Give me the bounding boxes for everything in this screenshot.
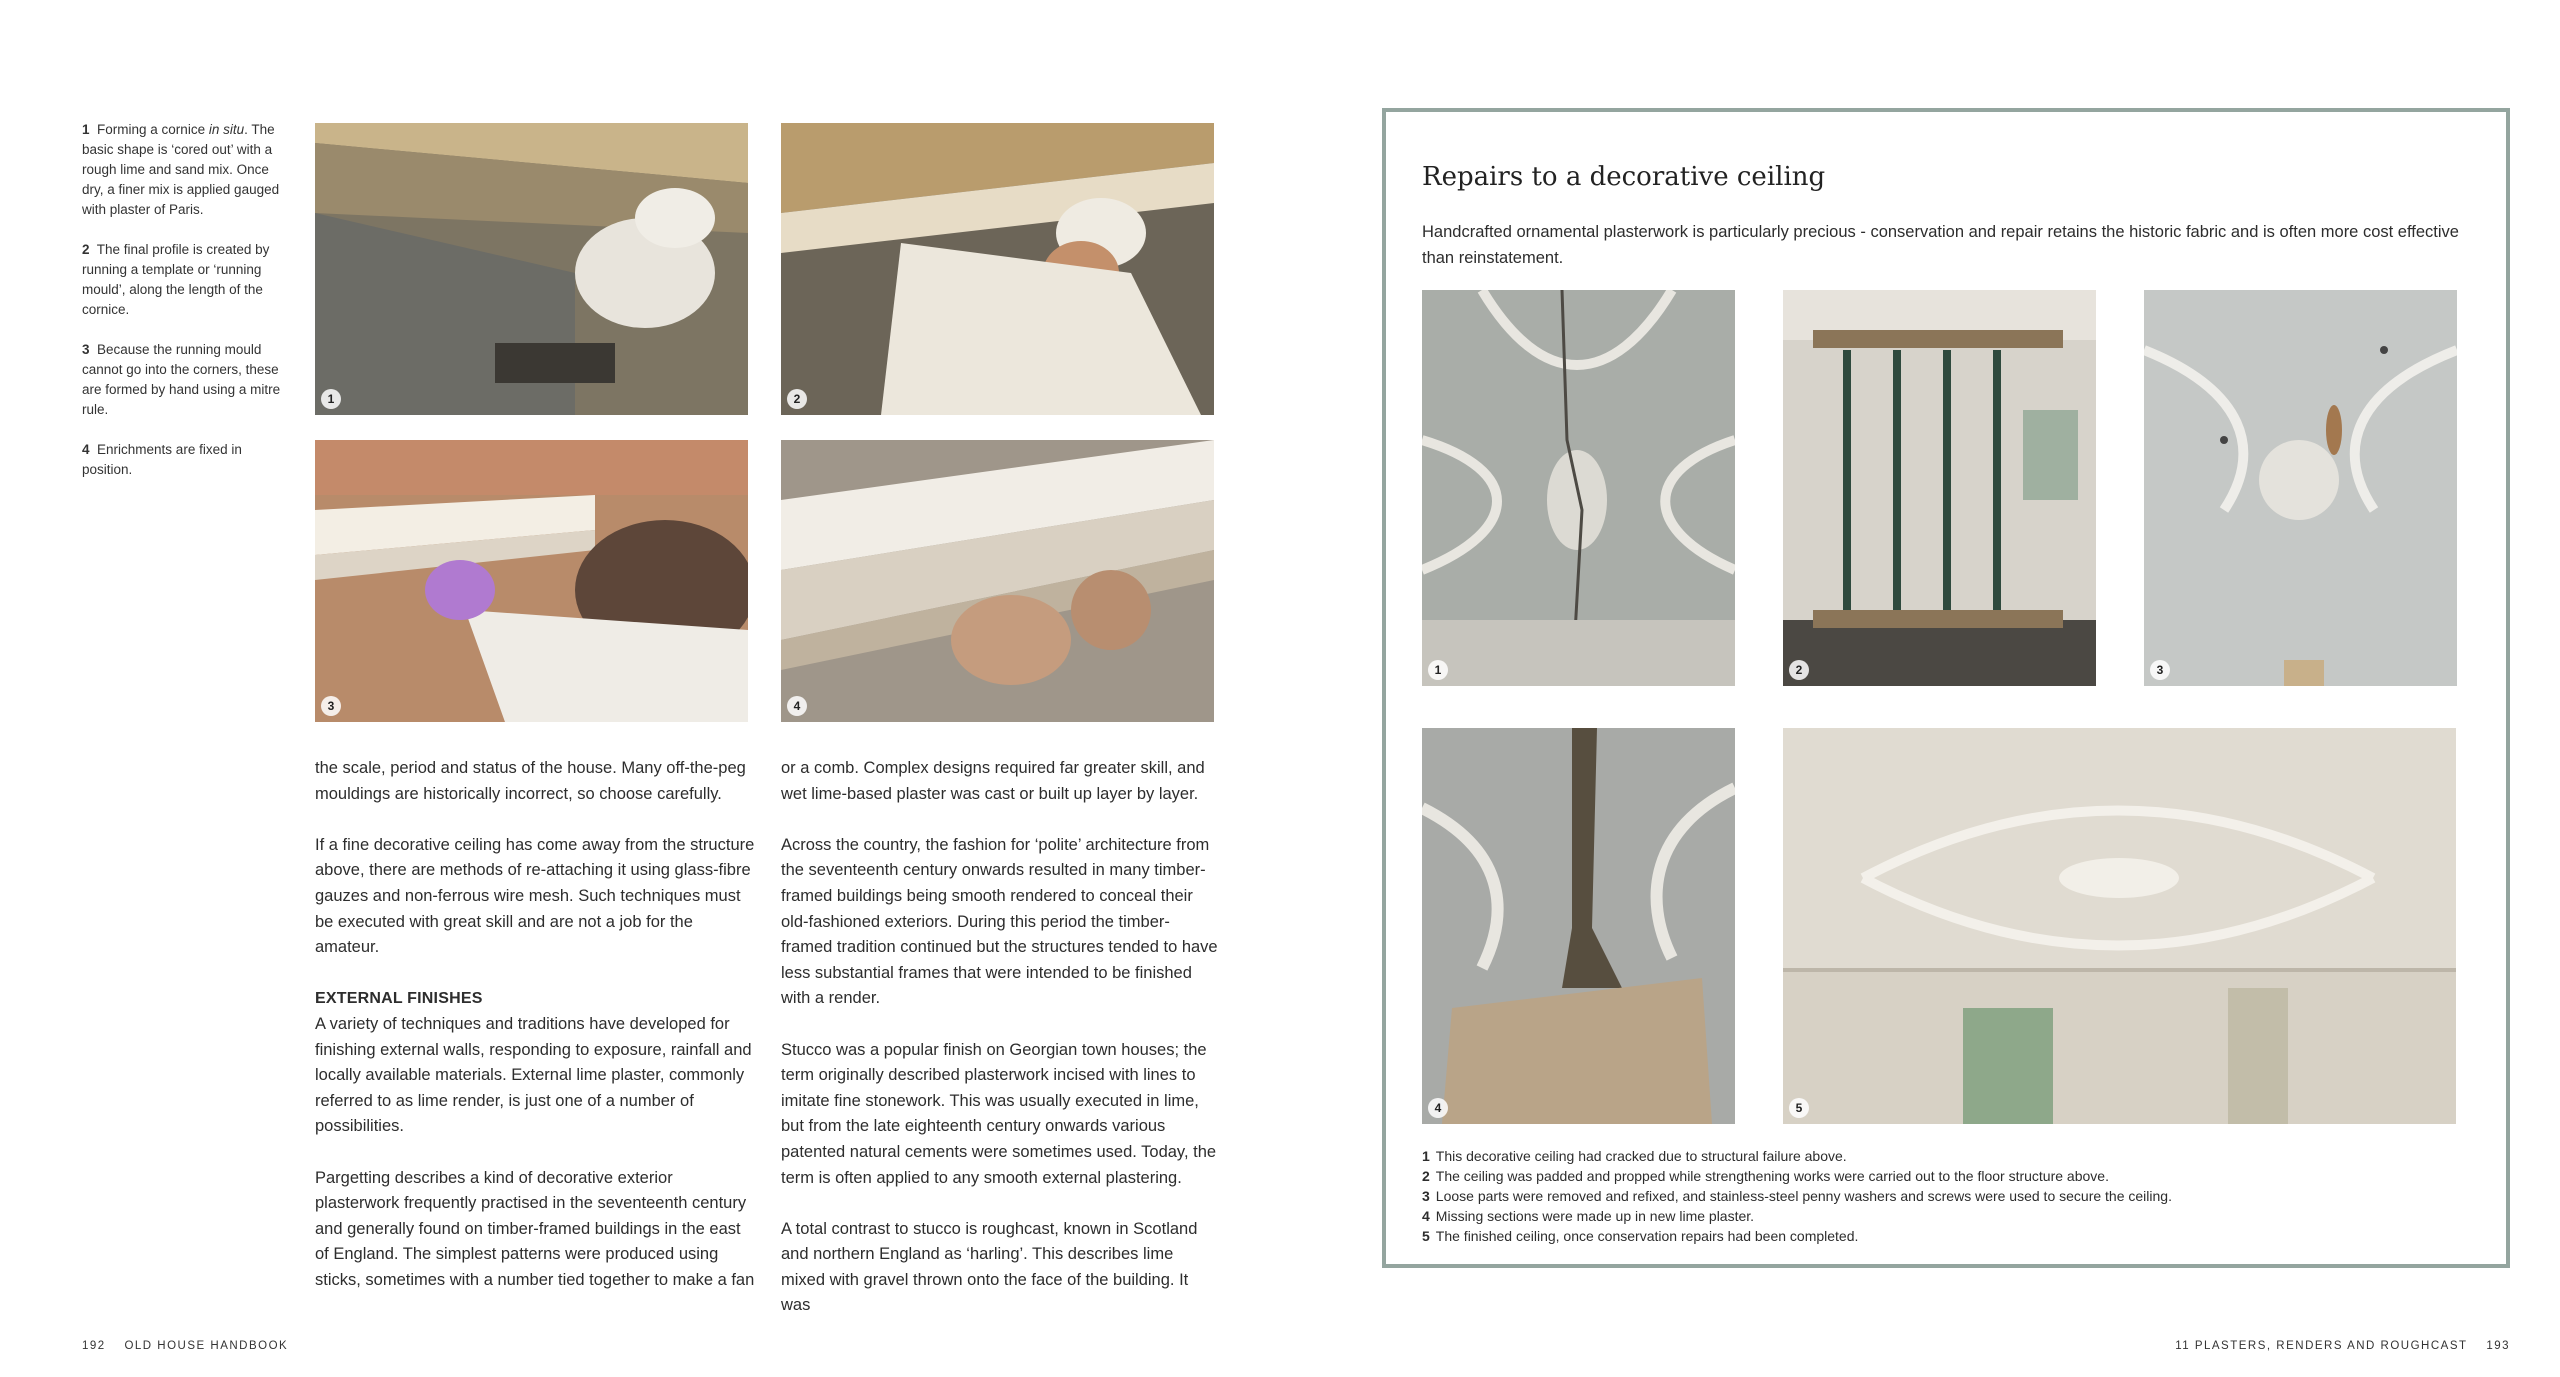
- sidebar-panel: [1382, 108, 2510, 1268]
- footer-left: [82, 1340, 288, 1352]
- photo-number-badge: 2: [1789, 660, 1809, 680]
- panel-intro: Handcrafted ornamental plasterwork is particularly precious - conservation and repair retains the historic fabric and is often more cost effective than reinstatement.: [1422, 223, 2459, 267]
- panel-captions: [1422, 1146, 2172, 1246]
- paragraph: or a comb. Complex designs required far greater skill, and wet lime-based plaster was cast or built up layer by layer.: [781, 759, 1205, 803]
- photo-running-mould: [781, 123, 1214, 415]
- photo-number-badge: 4: [1428, 1098, 1448, 1118]
- photo-number-badge: 3: [321, 696, 341, 716]
- photo-cornice-coring: [315, 123, 748, 415]
- photo-number-badge: 2: [787, 389, 807, 409]
- paragraph: A total contrast to stucco is roughcast, known in Scotland and northern England as ‘harling’. This describes lime mixed with gravel thrown onto the face of the building. It was: [781, 1219, 1198, 1315]
- panel-caption-3: 3 Loose parts were removed and refixed, and stainless-steel penny washers and screws were used to secure the ceiling.: [1422, 1188, 2172, 1204]
- footer-right: [2175, 1340, 2510, 1352]
- photo-cracked-ceiling: [1422, 290, 1735, 686]
- paragraph: Stucco was a popular finish on Georgian town houses; the term originally described plasterwork incised with lines to imitate fine stonework. This was usually executed in lime, but from the late eighteenth century onwards various patented natural cements were sometimes used. Today, the term is often applied to any smooth external plastering.: [781, 1040, 1217, 1187]
- photo-number-badge: 1: [1428, 660, 1448, 680]
- caption-3: 3 Because the running mould cannot go into the corners, these are formed by hand using a mitre rule.: [82, 342, 281, 417]
- paragraph: Across the country, the fashion for ‘polite’ architecture from the seventeenth century onwards resulted in many timber-framed buildings being smooth rendered to conceal their old-fashioned exteriors. During this period the timber-framed tradition continued but the structures tended to have less substantial frames that were intended to be finished with a render.: [781, 835, 1218, 1008]
- body-column-1: [315, 756, 755, 1319]
- photo-mitre-rule: [315, 440, 748, 722]
- panel-caption-5: 5 The finished ceiling, once conservation repairs had been completed.: [1422, 1228, 1859, 1244]
- photo-enrichments: [781, 440, 1214, 722]
- panel-caption-2: 2 The ceiling was padded and propped while strengthening works were carried out to the floor structure above.: [1422, 1168, 2109, 1184]
- caption-4: 4 Enrichments are fixed in position.: [82, 442, 242, 477]
- page-number: 192: [82, 1340, 106, 1352]
- photo-new-lime-plaster: [1422, 728, 1735, 1124]
- photo-number-badge: 5: [1789, 1098, 1809, 1118]
- body-column-2: [781, 756, 1221, 1345]
- page-number: 193: [2486, 1340, 2510, 1352]
- panel-caption-1: 1 This decorative ceiling had cracked due to structural failure above.: [1422, 1148, 1847, 1164]
- photo-propped-room: [1783, 290, 2096, 686]
- section-heading: EXTERNAL FINISHES: [315, 990, 483, 1008]
- paragraph: the scale, period and status of the house. Many off-the-peg mouldings are historically incorrect, so choose carefully.: [315, 759, 746, 803]
- paragraph: A variety of techniques and traditions have developed for finishing external walls, responding to exposure, rainfall and locally available materials. External lime plaster, commonly referred to as lime render, is just one of a number of possibilities.: [315, 1014, 752, 1136]
- panel-title: Repairs to a decorative ceiling: [1422, 162, 1826, 192]
- paragraph: If a fine decorative ceiling has come away from the structure above, there are methods of re-attaching it using glass-fibre gauzes and non-ferrous wire mesh. Such techniques must be executed with great skill and are not a job for the amateur.: [315, 835, 755, 957]
- photo-captions-left: [82, 120, 282, 500]
- photo-number-badge: 1: [321, 389, 341, 409]
- photo-finished-ceiling: [1783, 728, 2456, 1124]
- caption-1: 1 Forming a cornice in situ. The basic shape is ‘cored out’ with a rough lime and sand mix. Once dry, a finer mix is applied gauged with plaster of Paris.: [82, 122, 280, 217]
- paragraph: Pargetting describes a kind of decorative exterior plasterwork frequently practised in the seventeenth century and generally found on timber-framed buildings in the east of England. The simplest patterns were produced using sticks, sometimes with a number tied together to make a fan: [315, 1168, 755, 1289]
- book-title: OLD HOUSE HANDBOOK: [124, 1340, 289, 1352]
- photo-number-badge: 4: [787, 696, 807, 716]
- caption-2: 2 The final profile is created by running a template or ‘running mould’, along the length of the cornice.: [82, 242, 270, 317]
- photo-number-badge: 3: [2150, 660, 2170, 680]
- chapter-title: 11 PLASTERS, RENDERS AND ROUGHCAST: [2175, 1340, 2468, 1352]
- panel-caption-4: 4 Missing sections were made up in new lime plaster.: [1422, 1208, 1755, 1224]
- photo-refixed-plaster: [2144, 290, 2457, 686]
